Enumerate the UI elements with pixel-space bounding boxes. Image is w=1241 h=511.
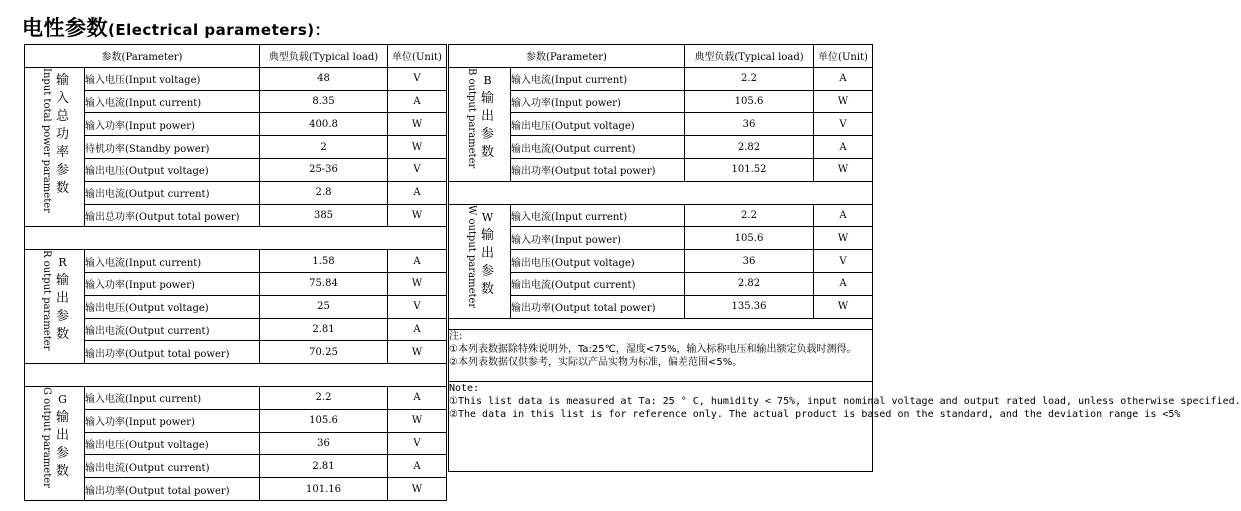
unit-cell: W bbox=[814, 295, 873, 318]
param-name: 输入功率(Input power) bbox=[85, 113, 260, 136]
group-char: 输 bbox=[55, 273, 69, 289]
group-label-en: B output parameter bbox=[465, 67, 477, 169]
unit-cell: A bbox=[388, 455, 447, 478]
typical-value: 105.6 bbox=[260, 409, 388, 432]
param-name: 输出功率(Output total power) bbox=[511, 295, 685, 318]
table-row bbox=[25, 409, 447, 432]
param-name: 输入电流(Input current) bbox=[85, 90, 260, 113]
param-name: 输出电压(Output voltage) bbox=[85, 295, 260, 318]
notes-en-item-1: ①This list data is measured at Ta: 25 ° C, humidity < 75%, input nominal voltage and output rated load, unless otherwise specified. bbox=[449, 395, 1241, 407]
input-section bbox=[25, 67, 447, 227]
table-row bbox=[25, 318, 447, 341]
spacer-row bbox=[449, 181, 873, 204]
group-letter: W bbox=[481, 210, 494, 224]
param-name: 待机功率(Standby power) bbox=[85, 136, 260, 159]
group-label-input bbox=[25, 67, 85, 227]
notes-zh-label: 注: bbox=[449, 330, 463, 342]
typical-value: 105.6 bbox=[685, 227, 814, 250]
table-row bbox=[449, 113, 873, 136]
g-section bbox=[25, 386, 447, 500]
unit-cell: A bbox=[388, 318, 447, 341]
group-char: 输 bbox=[480, 90, 494, 106]
unit-cell: W bbox=[814, 158, 873, 181]
notes-zh-row bbox=[449, 329, 873, 381]
group-letter: G bbox=[58, 392, 67, 406]
table-row bbox=[449, 204, 873, 227]
group-char: 功 bbox=[55, 126, 69, 142]
table-row bbox=[449, 90, 873, 113]
group-char: 参 bbox=[55, 445, 69, 461]
group-char: 参 bbox=[55, 162, 69, 178]
group-letter: R bbox=[58, 256, 67, 270]
header-row bbox=[449, 45, 873, 68]
unit-cell: W bbox=[388, 272, 447, 295]
unit-cell: A bbox=[814, 272, 873, 295]
param-name: 输入电流(Input current) bbox=[85, 250, 260, 273]
unit-cell: V bbox=[388, 295, 447, 318]
table-row bbox=[25, 272, 447, 295]
unit-cell: V bbox=[388, 432, 447, 455]
page-title bbox=[22, 12, 330, 42]
typical-value: 101.52 bbox=[685, 158, 814, 181]
unit-cell: W bbox=[388, 409, 447, 432]
typical-value: 385 bbox=[260, 204, 388, 227]
header-unit: 单位(Unit) bbox=[388, 45, 447, 68]
header-param: 参数(Parameter) bbox=[25, 45, 260, 68]
typical-value: 2.81 bbox=[260, 455, 388, 478]
table-row bbox=[25, 158, 447, 181]
w-section bbox=[449, 204, 873, 318]
typical-value: 75.84 bbox=[260, 272, 388, 295]
group-label-r bbox=[25, 250, 85, 364]
typical-value: 2.81 bbox=[260, 318, 388, 341]
param-name: 输入电流(Input current) bbox=[511, 67, 685, 90]
group-char: 数 bbox=[55, 327, 69, 343]
typical-value: 2.8 bbox=[260, 181, 388, 204]
param-name: 输入功率(Input power) bbox=[511, 227, 685, 250]
unit-cell: A bbox=[388, 386, 447, 409]
right-parameter-table bbox=[448, 44, 1241, 472]
param-name: 输入电压(Input voltage) bbox=[85, 67, 260, 90]
notes-en-row bbox=[449, 381, 873, 471]
notes-en-item-2: ②The data in this list is for reference only. The actual product is based on the standard, and the deviation range is <5% bbox=[449, 408, 1181, 420]
table-row bbox=[25, 181, 447, 204]
param-name: 输出电流(Output current) bbox=[511, 272, 685, 295]
typical-value: 48 bbox=[260, 67, 388, 90]
notes-zh-item-1: ①本列表数据除特殊说明外，Ta:25℃，湿度<75%，输入标称电压和输出额定负载时测得。 bbox=[449, 343, 857, 355]
table-row bbox=[449, 295, 873, 318]
typical-value: 2.82 bbox=[685, 136, 814, 159]
spacer-row bbox=[449, 318, 873, 329]
group-label-en: Input total power parameter bbox=[40, 67, 52, 213]
group-label-zh bbox=[481, 68, 494, 162]
param-name: 输出功率(Output total power) bbox=[85, 341, 260, 364]
typical-value: 2 bbox=[260, 136, 388, 159]
table-row bbox=[25, 295, 447, 318]
group-char: 输 bbox=[55, 409, 69, 425]
group-letter: B bbox=[483, 73, 492, 87]
typical-value: 2.82 bbox=[685, 272, 814, 295]
param-name: 输出电压(Output voltage) bbox=[511, 113, 685, 136]
param-name: 输出电压(Output voltage) bbox=[511, 250, 685, 273]
unit-cell: A bbox=[814, 67, 873, 90]
table-row bbox=[25, 432, 447, 455]
group-label-zh bbox=[56, 250, 69, 344]
notes-en-label: Note: bbox=[449, 382, 480, 394]
typical-value: 101.16 bbox=[260, 478, 388, 501]
group-char: 入 bbox=[55, 90, 69, 106]
group-char: 输 bbox=[55, 72, 69, 88]
group-char: 参 bbox=[55, 309, 69, 325]
unit-cell: W bbox=[388, 136, 447, 159]
typical-value: 25-36 bbox=[260, 158, 388, 181]
typical-value: 1.58 bbox=[260, 250, 388, 273]
typical-value: 400.8 bbox=[260, 113, 388, 136]
param-name: 输出电流(Output current) bbox=[85, 318, 260, 341]
table-row bbox=[449, 158, 873, 181]
header-param: 参数(Parameter) bbox=[449, 45, 685, 68]
typical-value: 36 bbox=[260, 432, 388, 455]
group-label-zh bbox=[481, 205, 494, 299]
typical-value: 25 bbox=[260, 295, 388, 318]
unit-cell: V bbox=[814, 113, 873, 136]
table-row bbox=[449, 272, 873, 295]
table-row bbox=[25, 67, 447, 90]
group-char: 出 bbox=[55, 427, 69, 443]
unit-cell: A bbox=[814, 136, 873, 159]
param-name: 输入功率(Input power) bbox=[85, 272, 260, 295]
param-name: 输入功率(Input power) bbox=[511, 90, 685, 113]
group-char: 数 bbox=[55, 463, 69, 479]
param-name: 输出电流(Output current) bbox=[511, 136, 685, 159]
group-char: 出 bbox=[480, 108, 494, 124]
unit-cell: W bbox=[388, 478, 447, 501]
typical-value: 2.2 bbox=[685, 204, 814, 227]
table-row bbox=[25, 341, 447, 364]
b-section bbox=[449, 67, 873, 181]
notes-zh-item-2: ②本列表数据仅供参考，实际以产品实物为标准，偏差范围<5%。 bbox=[449, 356, 743, 368]
header-typical: 典型负载(Typical load) bbox=[685, 45, 814, 68]
table-row bbox=[25, 136, 447, 159]
group-char: 总 bbox=[55, 108, 69, 124]
group-label-b bbox=[449, 67, 511, 181]
table-row bbox=[25, 250, 447, 273]
unit-cell: W bbox=[388, 204, 447, 227]
unit-cell: W bbox=[814, 227, 873, 250]
notes-en bbox=[449, 381, 1241, 471]
title-en: (Electrical parameters)： bbox=[108, 21, 331, 39]
unit-cell: A bbox=[388, 250, 447, 273]
group-label-en: W output parameter bbox=[465, 204, 477, 308]
typical-value: 2.2 bbox=[685, 67, 814, 90]
group-char: 数 bbox=[480, 144, 494, 160]
unit-cell: A bbox=[388, 181, 447, 204]
param-name: 输出总功率(Output total power) bbox=[85, 204, 260, 227]
table-row bbox=[25, 113, 447, 136]
notes-zh bbox=[449, 329, 873, 381]
table-row bbox=[25, 204, 447, 227]
group-char: 数 bbox=[55, 180, 69, 196]
group-char: 出 bbox=[480, 245, 494, 261]
param-name: 输入电流(Input current) bbox=[511, 204, 685, 227]
param-name: 输出电流(Output current) bbox=[85, 181, 260, 204]
group-label-w bbox=[449, 204, 511, 318]
param-name: 输出电压(Output voltage) bbox=[85, 158, 260, 181]
param-name: 输出电流(Output current) bbox=[85, 455, 260, 478]
unit-cell: V bbox=[388, 67, 447, 90]
table-row bbox=[449, 67, 873, 90]
group-char: 率 bbox=[55, 144, 69, 160]
spacer-row bbox=[25, 227, 447, 250]
table-row bbox=[449, 227, 873, 250]
group-label-zh bbox=[56, 68, 69, 198]
group-char: 参 bbox=[480, 263, 494, 279]
group-char: 参 bbox=[480, 126, 494, 142]
left-parameter-table bbox=[24, 44, 447, 501]
unit-cell: W bbox=[388, 113, 447, 136]
group-label-en: R output parameter bbox=[40, 250, 52, 351]
group-label-en: G output parameter bbox=[40, 386, 52, 488]
group-char: 数 bbox=[480, 281, 494, 297]
typical-value: 36 bbox=[685, 250, 814, 273]
group-label-zh bbox=[56, 387, 69, 481]
group-char: 出 bbox=[55, 291, 69, 307]
table-row bbox=[25, 478, 447, 501]
title-zh: 电性参数 bbox=[22, 16, 108, 40]
group-label-g bbox=[25, 386, 85, 500]
header-unit: 单位(Unit) bbox=[814, 45, 873, 68]
unit-cell: W bbox=[388, 341, 447, 364]
table-row bbox=[25, 90, 447, 113]
typical-value: 36 bbox=[685, 113, 814, 136]
table-row bbox=[449, 136, 873, 159]
param-name: 输出功率(Output total power) bbox=[85, 478, 260, 501]
typical-value: 135.36 bbox=[685, 295, 814, 318]
param-name: 输出功率(Output total power) bbox=[511, 158, 685, 181]
spacer-row bbox=[25, 364, 447, 387]
typical-value: 2.2 bbox=[260, 386, 388, 409]
r-section bbox=[25, 250, 447, 364]
param-name: 输入电流(Input current) bbox=[85, 386, 260, 409]
typical-value: 105.6 bbox=[685, 90, 814, 113]
typical-value: 70.25 bbox=[260, 341, 388, 364]
header-row bbox=[25, 45, 447, 68]
unit-cell: A bbox=[814, 204, 873, 227]
unit-cell: W bbox=[814, 90, 873, 113]
param-name: 输出电压(Output voltage) bbox=[85, 432, 260, 455]
unit-cell: V bbox=[388, 158, 447, 181]
unit-cell: V bbox=[814, 250, 873, 273]
typical-value: 8.35 bbox=[260, 90, 388, 113]
unit-cell: A bbox=[388, 90, 447, 113]
table-row bbox=[25, 386, 447, 409]
header-typical: 典型负载(Typical load) bbox=[260, 45, 388, 68]
table-row bbox=[25, 455, 447, 478]
table-row bbox=[449, 250, 873, 273]
group-char: 输 bbox=[480, 227, 494, 243]
param-name: 输入功率(Input power) bbox=[85, 409, 260, 432]
